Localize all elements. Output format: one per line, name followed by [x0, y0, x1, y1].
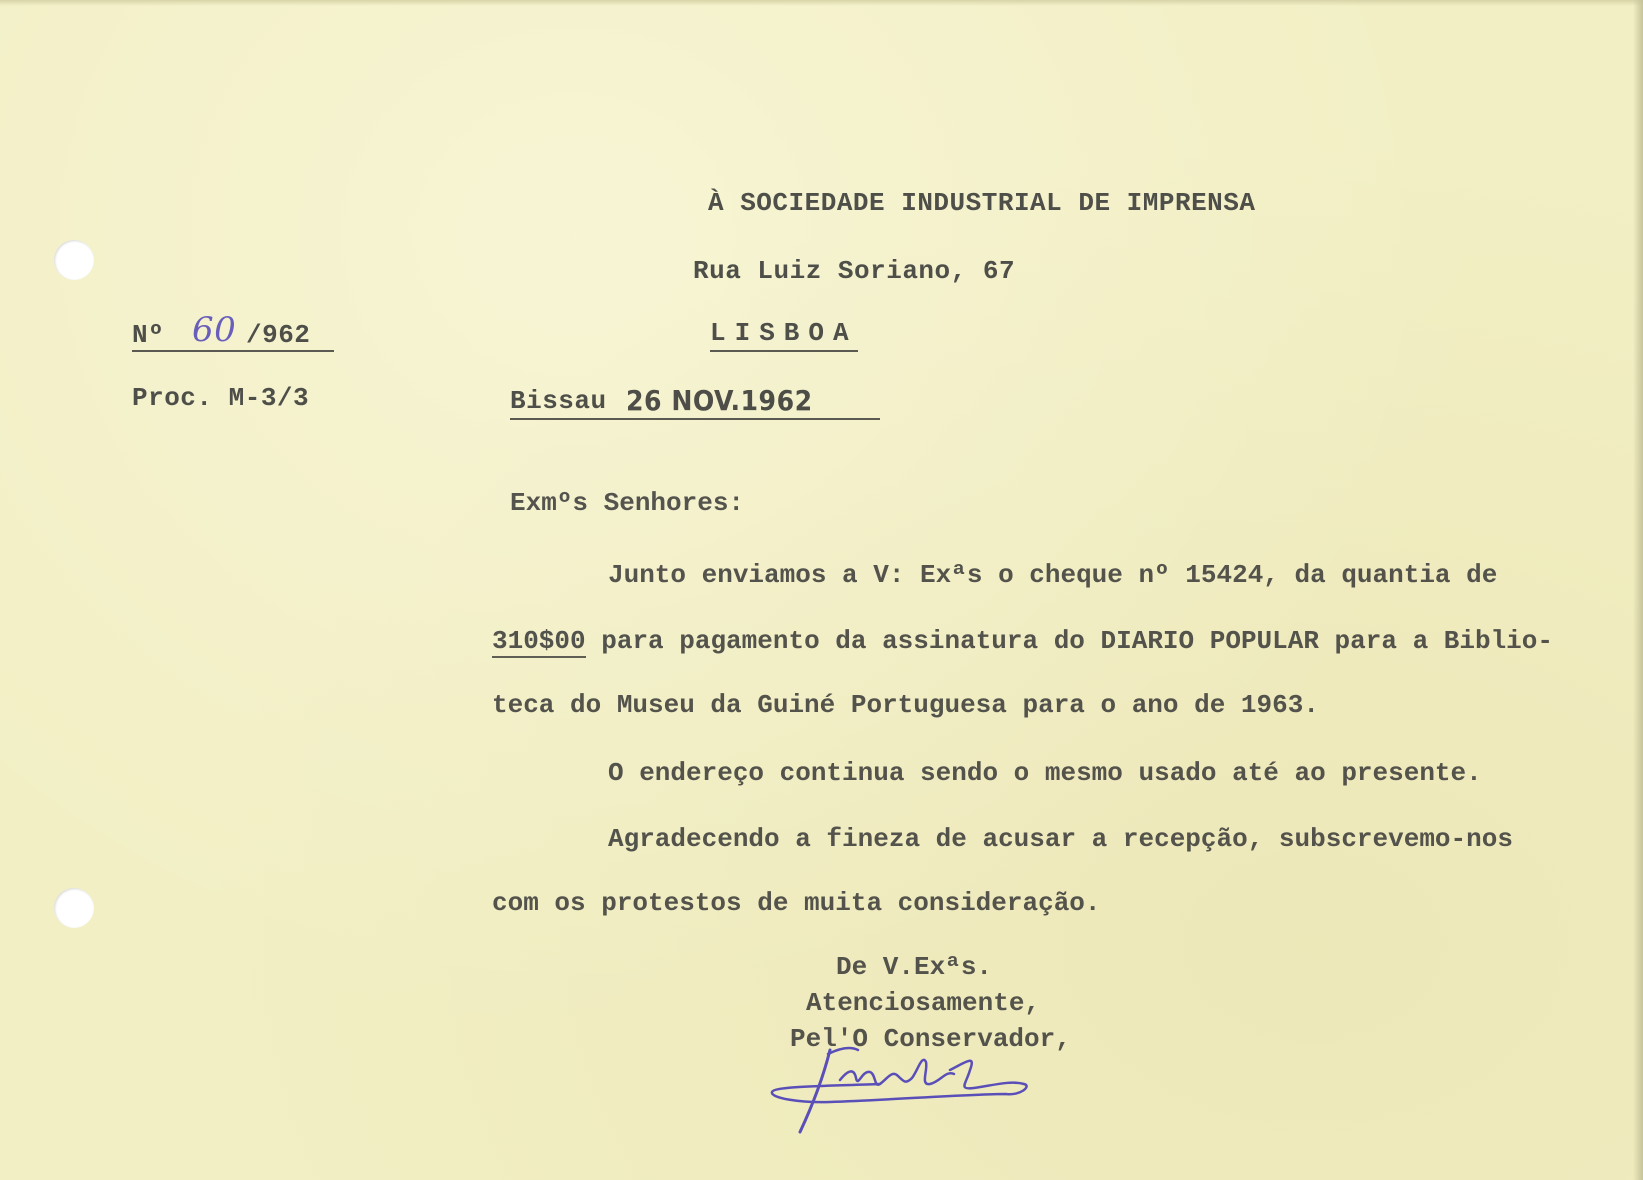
paragraph1-line2	[492, 626, 1553, 656]
handwritten-signature	[770, 1040, 1040, 1140]
date-stamp: 26 NOV.1962	[626, 384, 813, 417]
paragraph1-line3: teca do Museu da Guiné Portuguesa para o ano de 1963.	[492, 690, 1319, 720]
paragraph3-line1: Agradecendo a fineza de acusar a recepção, subscrevemo-nos	[608, 824, 1513, 854]
paragraph3-line2: com os protestos de muita consideração.	[492, 888, 1101, 918]
addressee-street: Rua Luiz Soriano, 67	[693, 256, 1016, 286]
paragraph2: O endereço continua sendo o mesmo usado até ao presente.	[608, 758, 1482, 788]
paragraph1-line2-text: para pagamento da assinatura do DIARIO POPULAR para a Biblio-	[601, 626, 1553, 656]
closing-line3: Pel'O Conservador,	[790, 1024, 1071, 1054]
salutation: Exmºs Senhores:	[510, 488, 745, 518]
closing-line1: De V.Exªs.	[836, 952, 993, 982]
reference-prefix: Nº	[132, 320, 165, 350]
date-line	[510, 386, 880, 420]
reference-suffix: /962	[246, 320, 311, 350]
process-reference: Proc. M-3/3	[132, 383, 310, 413]
paper-top-edge	[0, 0, 1643, 6]
punch-hole-top	[54, 240, 94, 280]
date-place: Bissau	[510, 386, 607, 416]
paper-right-edge	[1633, 0, 1643, 1180]
paragraph1-line1: Junto enviamos a V: Exªs o cheque nº 15424, da quantia de	[608, 560, 1498, 590]
reference-handwritten-number: 60	[192, 310, 237, 350]
addressee-name: À SOCIEDADE INDUSTRIAL DE IMPRENSA	[708, 188, 1256, 218]
addressee-city: LISBOA	[710, 318, 858, 352]
payment-amount: 310$00	[492, 626, 586, 656]
closing-line2: Atenciosamente,	[806, 988, 1041, 1018]
reference-number	[132, 310, 334, 352]
punch-hole-bottom	[54, 888, 94, 928]
